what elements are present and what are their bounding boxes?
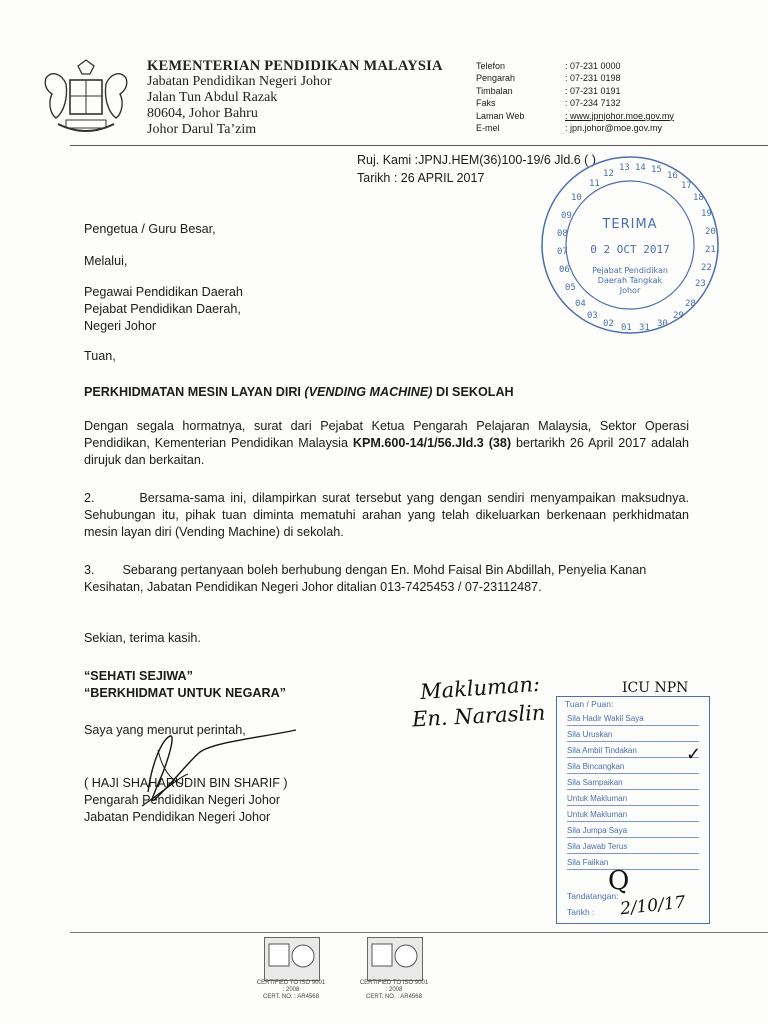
ministry-name: KEMENTERIAN PENDIDIKAN MALAYSIA <box>147 58 443 74</box>
svg-text:05: 05 <box>565 283 576 293</box>
routing-option: Untuk Makluman <box>567 791 699 806</box>
contact-value: : 07-231 0000 <box>565 61 621 71</box>
routing-option: Sila Sampaikan <box>567 775 699 790</box>
certification-text <box>359 980 429 1001</box>
order-line: Saya yang menurut perintah, <box>84 723 246 737</box>
motto: “SEHATI SEJIWA” <box>84 669 193 683</box>
stamp-office: Johor <box>619 286 641 295</box>
address-line: Pegawai Pendidikan Daerah <box>84 285 243 299</box>
svg-text:22: 22 <box>701 263 712 273</box>
paragraph-text: Sebarang pertanyaan boleh berhubung dengan En. Mohd Faisal Bin Abdillah, Penyelia Kanan Kesihatan, Jabatan Pendidikan Negeri Johor ditalian 013-7425453 / 07-23112487. <box>84 563 647 594</box>
contact-label: Telefon <box>476 61 506 71</box>
handwritten-note-line: Makluman: <box>419 671 541 705</box>
svg-text:29: 29 <box>673 311 684 321</box>
signatory-department: Jabatan Pendidikan Negeri Johor <box>84 810 271 824</box>
routing-option: Sila Jumpa Saya <box>567 823 699 838</box>
svg-text:14: 14 <box>635 163 646 173</box>
routing-date-label: Tarikh : <box>567 907 595 917</box>
stamp-office: Daerah Tangkak <box>597 276 663 285</box>
signature-scribble <box>118 722 308 812</box>
salutation: Tuan, <box>84 349 116 363</box>
svg-text:03: 03 <box>587 311 598 321</box>
contact-details <box>476 60 674 134</box>
svg-text:08: 08 <box>557 229 568 239</box>
contact-label: Pengarah <box>476 73 516 84</box>
reference-bold: KPM.600-14/1/56.Jld.3 (38) <box>352 436 512 450</box>
paragraph-1 <box>84 418 689 469</box>
paragraph-text: Bersama-sama ini, dilampirkan surat tersebut yang dengan sendiri menyampaikan maksudnya. Sehubungan itu, pihak tuan diminta mematuhi arahan yang telah dikeluarkan berkenaan perkhidmatan mesin layan diri (Vending Machine) di sekolah. <box>84 491 689 539</box>
address-line: Negeri Johor <box>84 319 157 333</box>
address-line: Jalan Tun Abdul Razak <box>147 90 278 105</box>
paragraph-text: Dengan segala hormatnya, surat dari Pejabat Ketua Pengarah Pelajaran Malaysia, Sektor Operasi Pendidikan, Kementerian Pendidikan Malaysia <box>84 419 689 450</box>
svg-text:21: 21 <box>705 245 716 255</box>
contact-label: Faks <box>476 98 496 109</box>
svg-text:11: 11 <box>589 179 600 189</box>
svg-text:15: 15 <box>651 165 662 175</box>
checkmark-icon: ✓ <box>686 744 702 765</box>
initials-scribble: Q <box>608 866 630 896</box>
address-line: Johor Darul Ta’zim <box>147 122 257 137</box>
svg-text:07: 07 <box>557 247 568 257</box>
routing-option: Untuk Makluman <box>567 807 699 822</box>
letterhead-organisation <box>147 58 443 138</box>
certification-text <box>256 980 326 1001</box>
handwritten-note-line: En. Naraslin <box>411 700 546 732</box>
paragraph-2 <box>84 490 689 541</box>
address-line: Pejabat Pendidikan Daerah, <box>84 302 241 316</box>
signatory-title: Pengarah Pendidikan Negeri Johor <box>84 793 281 807</box>
routing-option: Sila Hadir Wakil Saya <box>567 711 699 726</box>
svg-text:17: 17 <box>681 181 692 191</box>
via-line: Melalui, <box>84 254 128 268</box>
svg-text:12: 12 <box>603 169 614 179</box>
svg-text:30: 30 <box>657 319 668 329</box>
cert-line: CERT. NO. : AR4568 <box>366 994 422 1000</box>
subject-text: PERKHIDMATAN MESIN LAYAN DIRI <box>84 385 305 399</box>
routing-header: Tuan / Puan: <box>565 699 614 709</box>
header-divider <box>70 145 768 146</box>
motto: “BERKHIDMAT UNTUK NEGARA” <box>84 686 286 700</box>
routing-option: Sila Failkan <box>567 855 699 870</box>
closing-line: Sekian, terima kasih. <box>84 631 201 645</box>
routing-option: Sila Uruskan <box>567 727 699 742</box>
routing-option: Sila Jawab Terus <box>567 839 699 854</box>
svg-text:09: 09 <box>561 211 572 221</box>
svg-text:02: 02 <box>603 319 614 329</box>
stamp-received-date: 0 2 OCT 2017 <box>590 243 670 256</box>
paragraph-number: 3. <box>84 563 95 577</box>
svg-text:19: 19 <box>701 209 712 219</box>
date-label: Tarikh : <box>357 171 398 185</box>
address-line: Jabatan Pendidikan Negeri Johor <box>147 74 332 89</box>
recipient-address <box>84 284 689 335</box>
footer-divider <box>70 932 768 933</box>
svg-text:10: 10 <box>571 193 582 203</box>
contact-label: Laman Web <box>476 110 525 121</box>
svg-text:06: 06 <box>559 265 570 275</box>
contact-label: E-mel <box>476 123 500 134</box>
paragraph-3 <box>84 562 689 596</box>
routing-signature-label: Tandatangan: <box>567 891 619 901</box>
reference-number: Ruj. Kami :JPNJ.HEM(36)100-19/6 Jld.6 ( ) <box>357 153 596 167</box>
handwritten-date: 2/10/17 <box>619 892 687 920</box>
routing-stamp <box>556 696 710 924</box>
stamp-terima-word: TERIMA <box>602 217 658 232</box>
svg-text:23: 23 <box>695 279 706 289</box>
contact-value: : 07-231 0191 <box>565 85 621 96</box>
stamp-office: Pejabat Pendidikan <box>592 266 668 275</box>
svg-text:31: 31 <box>639 323 650 333</box>
handwritten-recipient: ICU NPN <box>622 680 689 696</box>
svg-text:04: 04 <box>575 299 586 309</box>
svg-text:01: 01 <box>621 323 632 333</box>
contact-label: Timbalan <box>476 85 513 96</box>
svg-text:16: 16 <box>667 171 678 181</box>
svg-text:20: 20 <box>705 227 716 237</box>
svg-text:13: 13 <box>619 163 630 173</box>
cert-line: CERTIFIED TO ISO 9001 : 2008 <box>256 980 326 993</box>
website-link[interactable]: : www.jpnjohor.moe.gov.my <box>565 110 674 121</box>
routing-option: Sila Ambil Tindakan <box>567 743 699 758</box>
email-value: : jpn.johor@moe.gov.my <box>565 123 663 134</box>
subject-text: DI SEKOLAH <box>432 385 514 399</box>
address-line: 80604, Johor Bahru <box>147 106 258 121</box>
signatory-name: ( HAJI SHAHARUDIN BIN SHARIF ) <box>84 776 288 790</box>
subject-italic: (VENDING MACHINE) <box>304 385 433 399</box>
paragraph-text: bertarikh 26 April 2017 adalah dirujuk dan berkaitan. <box>84 436 689 467</box>
svg-text:28: 28 <box>685 299 696 309</box>
paragraph-number: 2. <box>84 491 95 505</box>
cert-line: CERT. NO. : AR4568 <box>263 994 319 1000</box>
svg-text:18: 18 <box>693 193 704 203</box>
contact-value: : 07-234 7132 <box>565 98 621 109</box>
iqnet-logo <box>367 937 423 981</box>
recipient-line: Pengetua / Guru Besar, <box>84 222 216 236</box>
contact-value: : 07-231 0198 <box>565 73 621 84</box>
letter-subject <box>84 384 689 401</box>
quality-system-logo <box>264 937 320 981</box>
date-value: 26 APRIL 2017 <box>400 171 485 185</box>
cert-line: CERTIFIED TO ISO 9001 : 2008 <box>359 980 429 993</box>
ministry-crest-logo <box>38 58 134 142</box>
routing-option: Sila Bincangkan <box>567 759 699 774</box>
